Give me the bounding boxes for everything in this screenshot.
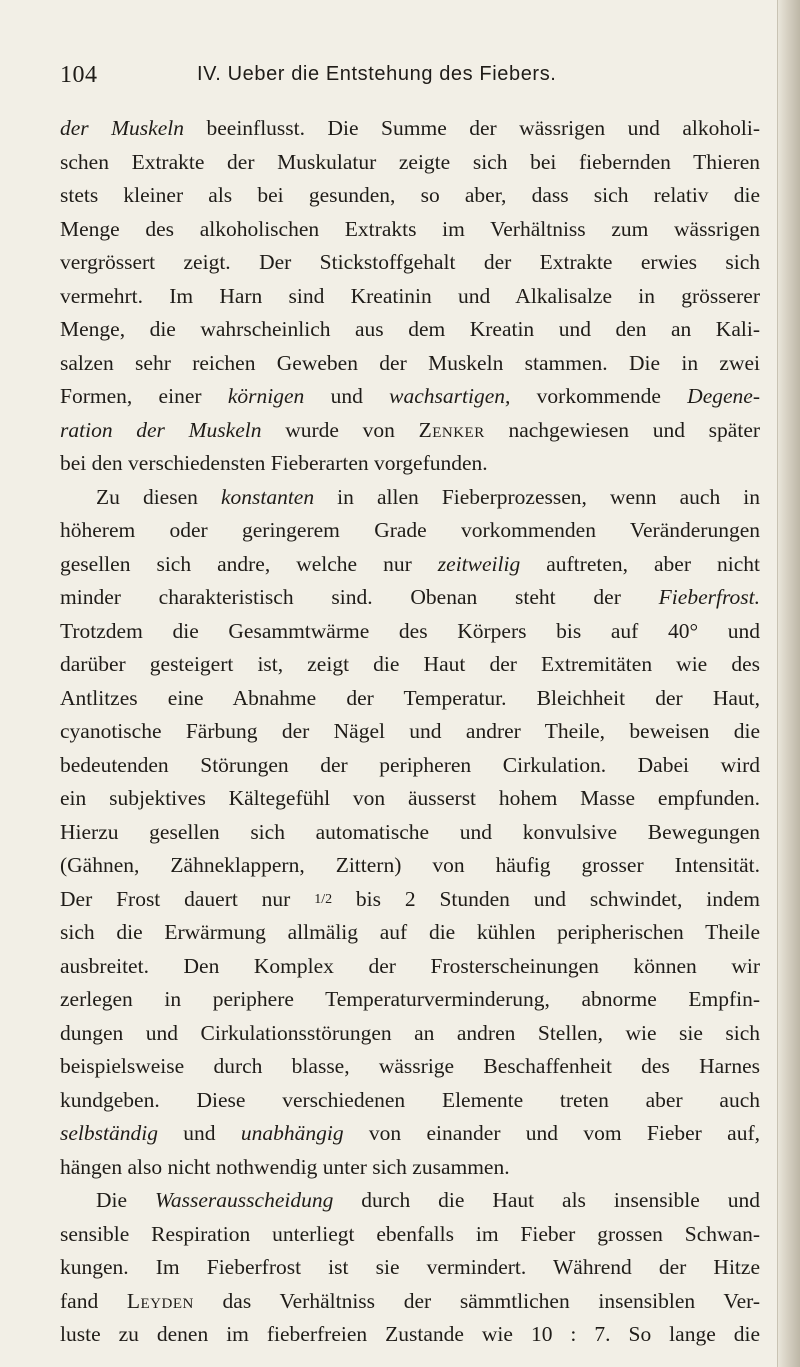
italic-text: Fieberfrost. [658, 585, 760, 609]
text-line: bei den verschiedensten Fieberarten vorgefunden. [60, 451, 488, 475]
text-line: sensible Respiration unterliegt ebenfalls im Fieber grossen Schwan- [60, 1221, 760, 1246]
text-line: zerlegen in periphere Temperaturverminderung, abnorme Empfin- [60, 987, 760, 1011]
text-line: vermehrt. Im Harn sind Kreatinin und Alkalisalze in grösserer [60, 283, 760, 308]
text-line: höherem oder geringerem Grade vorkommenden Veränderungen [60, 518, 760, 542]
italic-text: ration der Muskeln [60, 417, 262, 442]
text-line: vergrössert zeigt. Der Stickstoffgehalt der Extrakte erwies sich [60, 250, 760, 274]
text-line: selbständig und unabhängig von einander und vom Fieber auf, [60, 1121, 760, 1145]
italic-text: unabhängig [240, 1121, 344, 1145]
text-line: minder charakteristisch sind. Obenan steht der Fieberfrost. [60, 585, 760, 609]
text-line: Hierzu gesellen sich automatische und konvulsive Bewegungen [60, 819, 760, 844]
text-line: Menge des alkoholischen Extrakts im Verhältniss zum wässrigen [60, 216, 760, 241]
running-head: IV. Ueber die Entstehung des Fiebers. [197, 63, 557, 85]
text-line: Formen, einer körnigen und wachsartigen, vorkommende Degene- [60, 384, 760, 408]
text-line: kundgeben. Diese verschiedenen Elemente treten aber auch [60, 1087, 760, 1112]
text-line: sich die Erwärmung allmälig auf die kühlen peripherischen Theile [60, 920, 760, 944]
text-line: luste zu denen im fieberfreien Zustande wie 10 : 7. So lange die [60, 1322, 760, 1346]
small-caps-name: Leyden [126, 1288, 194, 1313]
text-line: hängen also nicht nothwendig unter sich zusammen. [60, 1154, 510, 1179]
page-number: 104 [60, 62, 98, 88]
text-line: fand Leyden das Verhältniss der sämmtlichen insensiblen Ver- [60, 1288, 760, 1313]
text-line: ration der Muskeln wurde von Zenker nachgewiesen und später [60, 417, 761, 442]
fraction: 1/2 [314, 891, 333, 907]
text-line: bedeutenden Störungen der peripheren Cirkulation. Dabei wird [60, 752, 760, 777]
text-line: Die Wasserausscheidung durch die Haut als insensible und [96, 1188, 760, 1212]
italic-text: Wasserausscheidung [154, 1188, 334, 1212]
text-line: salzen sehr reichen Geweben der Muskeln stammen. Die in zwei [60, 350, 760, 375]
text-line: beispielsweise durch blasse, wässrige Beschaffenheit des Harnes [60, 1054, 760, 1078]
text-line: Antlitzes eine Abnahme der Temperatur. Bleichheit der Haut, [60, 685, 760, 710]
text-line: dungen und Cirkulationsstörungen an andren Stellen, wie sie sich [60, 1020, 760, 1045]
italic-text: konstanten [220, 484, 315, 509]
italic-text: wachsartigen, [389, 384, 511, 408]
italic-text: körnigen [227, 384, 305, 408]
page-edge [778, 0, 800, 1367]
text-line: Zu diesen konstanten in allen Fieberprozessen, wenn auch in [96, 484, 760, 509]
small-caps-name: Zenker [418, 417, 485, 442]
text-line: Menge, die wahrscheinlich aus dem Kreatin und den an Kali- [60, 317, 760, 341]
text-line: Trotzdem die Gesammtwärme des Körpers bis auf 40° und [60, 618, 760, 643]
text-line: ausbreitet. Den Komplex der Frosterscheinungen können wir [60, 953, 760, 978]
text-line: stets kleiner als bei gesunden, so aber, dass sich relativ die [60, 183, 760, 207]
text-line: cyanotische Färbung der Nägel und andrer Theile, beweisen die [60, 719, 760, 743]
page-header [60, 62, 760, 96]
text-line: darüber gesteigert ist, zeigt die Haut der Extremitäten wie des [60, 652, 760, 676]
text-line: der Muskeln beeinflusst. Die Summe der wässrigen und alkoholi- [60, 116, 760, 140]
italic-text: zeitweilig [437, 551, 521, 576]
text-line: gesellen sich andre, welche nur zeitweilig auftreten, aber nicht [60, 551, 761, 576]
text-line: ein subjektives Kältegefühl von äusserst hohem Masse empfunden. [60, 786, 760, 810]
italic-text: selbständig [60, 1121, 158, 1145]
italic-text: Degene- [687, 384, 760, 408]
text-line: (Gähnen, Zähneklappern, Zittern) von häufig grosser Intensität. [60, 853, 760, 877]
italic-text: der Muskeln [60, 116, 184, 140]
body-text [60, 112, 760, 1352]
text-line: kungen. Im Fieberfrost ist sie vermindert. Während der Hitze [60, 1255, 760, 1279]
text-line: Der Frost dauert nur 1/2 bis 2 Stunden und schwindet, indem [60, 886, 760, 911]
text-line: schen Extrakte der Muskulatur zeigte sich bei fiebernden Thieren [60, 149, 760, 174]
